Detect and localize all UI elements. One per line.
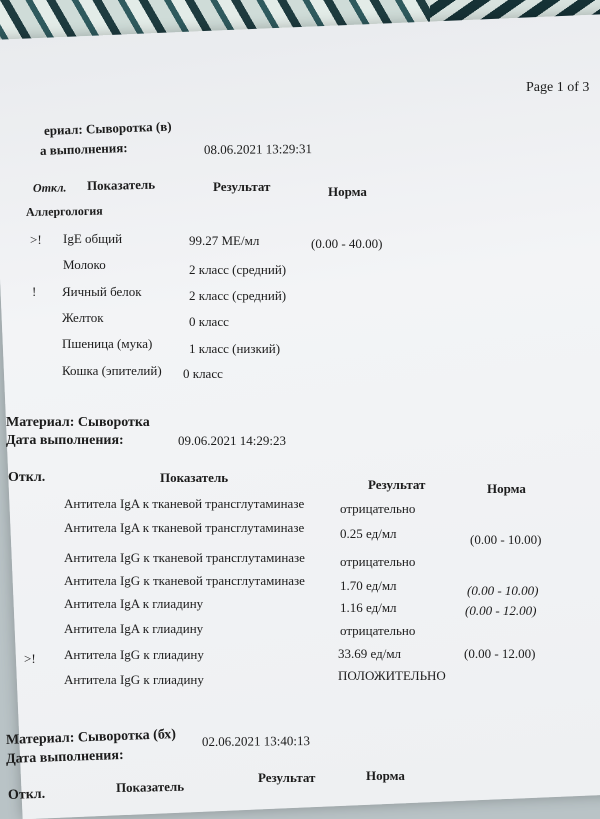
section1-row1-norm: (0.00 - 40.00) [311, 236, 383, 251]
section2-row7-flag: >! [24, 651, 36, 666]
section2-header-norm: Норма [487, 481, 526, 496]
section2-row7-norm: (0.00 - 12.00) [464, 646, 536, 661]
section1-date-label: а выполнения: [39, 139, 128, 158]
section2-row8-result: ПОЛОЖИТЕЛЬНО [338, 668, 446, 683]
section3-material: Материал: Сыворотка (бх) [5, 727, 177, 748]
section2-row2-name: Антитела IgA к тканевой трансглутаминазе [64, 520, 305, 535]
section2-date: 09.06.2021 14:29:23 [178, 433, 286, 448]
section1-row3-flag: ! [32, 284, 37, 299]
section1-row1-result: 99.27 МЕ/мл [189, 233, 260, 248]
section2-row2-result: 0.25 ед/мл [340, 526, 397, 541]
section1-row1-flag: >! [30, 232, 42, 247]
section3-header-name: Показатель [115, 778, 185, 795]
section2-row4-norm: (0.00 - 10.00) [467, 583, 539, 598]
section1-header-norm: Норма [328, 184, 367, 199]
section1-row1-name: IgE общий [63, 231, 123, 246]
section1-date: 08.06.2021 13:29:31 [203, 141, 313, 157]
section3-date-label: Дата выполнения: [5, 747, 124, 767]
section2-row5-name: Антитела IgA к глиадину [64, 596, 204, 611]
section2-row8-name: Антитела IgG к глиадину [64, 672, 204, 687]
section3-header-norm: Норма [366, 768, 405, 783]
section1-row4-name: Желток [62, 310, 104, 325]
section2-header-name: Показатель [160, 470, 229, 485]
section3-date: 02.06.2021 13:40:13 [201, 733, 311, 749]
section1-row5-result: 1 класс (низкий) [189, 341, 281, 356]
section2-row4-result: 1.70 ед/мл [340, 578, 397, 593]
section1-group-allergology: Аллергология [25, 203, 103, 219]
section2-row3-result: отрицательно [340, 554, 416, 569]
section2-header-result: Результат [368, 477, 426, 492]
section2-row5-result: 1.16 ед/мл [340, 600, 397, 615]
section1-row6-result: 0 класс [183, 366, 223, 381]
section2-date-label: Дата выполнения: [6, 433, 124, 448]
section2-material: Материал: Сыворотка [6, 415, 150, 430]
section1-row3-name: Яичный белок [62, 284, 142, 299]
section1-row2-result: 2 класс (средний) [189, 262, 287, 277]
section2-header-flag: Откл. [8, 470, 46, 485]
section1-row2-name: Молоко [63, 257, 106, 272]
section1-row3-result: 2 класс (средний) [189, 288, 287, 303]
section1-header-name: Показатель [86, 176, 156, 193]
page-number: Page 1 of 3 [526, 80, 590, 95]
section1-header-result: Результат [213, 179, 271, 194]
section1-header-flag: Откл. [32, 180, 67, 195]
section3-header-flag: Откл. [7, 786, 46, 803]
section2-row7-result: 33.69 ед/мл [338, 646, 402, 661]
section3-header-result: Результат [258, 770, 316, 785]
section1-row4-result: 0 класс [189, 314, 229, 329]
section1-row6-name: Кошка (эпителий) [62, 363, 162, 378]
section2-row1-result: отрицательно [340, 501, 416, 516]
section2-row6-name: Антитела IgA к глиадину [64, 621, 204, 636]
section2-row2-norm: (0.00 - 10.00) [470, 532, 542, 547]
section2-row7-name: Антитела IgG к глиадину [64, 647, 204, 662]
section2-row4-name: Антитела IgG к тканевой трансглутаминазе [64, 573, 305, 588]
section1-row5-name: Пшеница (мука) [62, 336, 153, 351]
section2-row3-name: Антитела IgG к тканевой трансглутаминазе [64, 550, 305, 565]
section2-row6-result: отрицательно [340, 623, 416, 638]
section1-material: ериал: Сыворотка (в) [43, 118, 172, 138]
section2-row1-name: Антитела IgA к тканевой трансглутаминазе [64, 496, 305, 511]
section2-row5-norm: (0.00 - 12.00) [465, 603, 537, 618]
